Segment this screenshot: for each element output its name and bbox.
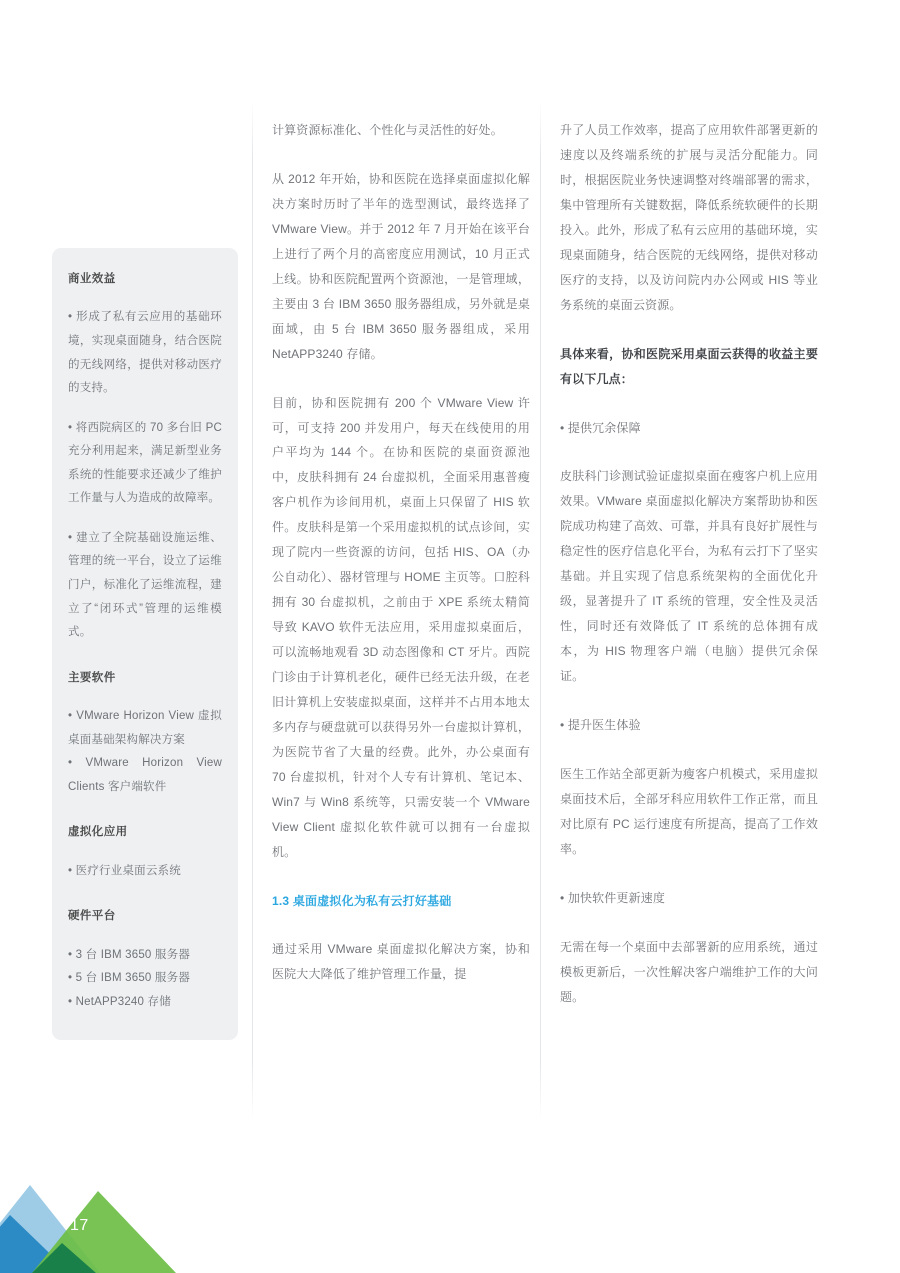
footer-decoration bbox=[0, 1163, 240, 1273]
sidebar-heading-business-benefits: 商业效益 bbox=[68, 273, 116, 285]
right-bullet-software-update: • 加快软件更新速度 bbox=[560, 890, 666, 905]
section-title-1-3: 1.3 桌面虚拟化为私有云打好基础 bbox=[272, 893, 452, 908]
sidebar-bullet-hardware-3: • NetAPP3240 存储 bbox=[68, 995, 171, 1008]
column-divider-right bbox=[540, 100, 541, 1120]
right-body-doctor-experience: 医生工作站全部更新为瘦客户机模式，采用虚拟桌面技术后，全部牙科应用软件工作正常，而且对比原有 PC 运行速度有所提高，提高了工作效率。 bbox=[560, 767, 818, 856]
right-bullet-redundancy: • 提供冗余保障 bbox=[560, 420, 641, 435]
right-text-column bbox=[560, 118, 818, 1010]
sidebar-bullet-benefit-2: • 将西院病区的 70 多台旧 PC 充分利用起来，满足新型业务系统的性能要求还减少了维护工作量与人为造成的故障率。 bbox=[68, 421, 222, 505]
right-body-redundancy: 皮肤科门诊测试验证虚拟桌面在瘦客户机上应用效果。VMware 桌面虚拟化解决方案帮助协和医院成功构建了高效、可靠，并具有良好扩展性与稳定性的医疗信息化平台，为私有云打下了坚实基础。并且实现了信息系统架构的全面优化升级，显著提升了 IT 系统的管理，安全性及灵活性，同时还有效降低了 IT 系统的总体拥有成本，为 HIS 物理客户端（电脑）提供冗余保证。 bbox=[560, 469, 818, 684]
sidebar-bullet-hardware-2: • 5 台 IBM 3650 服务器 bbox=[68, 972, 191, 985]
middle-paragraph-tail: 通过采用 VMware 桌面虚拟化解决方案，协和医院大大降低了维护管理工作量，提 bbox=[272, 941, 530, 981]
page-number: 17 bbox=[70, 1217, 89, 1234]
middle-paragraph-2: 从 2012 年开始，协和医院在选择桌面虚拟化解决方案时历时了半年的选型测试，最终选择了 VMware View。并于 2012 年 7 月开始在该平台上进行了两个月的高密度应用测试，10 月正式上线。协和医院配置两个资源池，一是管理域，主要由 3 台 IBM 3650 服务器组成，另外就是桌面域，由 5 台 IBM 3650 服务器组成，采用 NetAPP3240 存储。 bbox=[272, 171, 530, 361]
sidebar-bullet-app-1: • 医疗行业桌面云系统 bbox=[68, 864, 181, 877]
right-bullet-doctor-experience: • 提升医生体验 bbox=[560, 718, 641, 733]
footer-triangles-graphic bbox=[0, 1163, 240, 1273]
sidebar-bullet-hardware-1: • 3 台 IBM 3650 服务器 bbox=[68, 948, 191, 961]
sidebar-heading-hardware-platform: 硬件平台 bbox=[68, 910, 116, 923]
sidebar-bullet-benefit-3: • 建立了全院基础设施运维、管理的统一平台，设立了运维门户，标准化了运维流程，建立了“闭环式”管理的运维模式。 bbox=[68, 531, 222, 639]
sidebar-info-card bbox=[52, 248, 238, 1040]
right-body-software-update: 无需在每一个桌面中去部署新的应用系统，通过模板更新后，一次性解决客户端维护工作的大问题。 bbox=[560, 939, 818, 1004]
middle-text-column bbox=[272, 118, 530, 987]
middle-paragraph-3: 目前，协和医院拥有 200 个 VMware View 许可，可支持 200 并发用户，每天在线使用的用户平均为 144 个。在协和医院的桌面资源池中，皮肤科拥有 24 台虚拟机，全面采用惠普瘦客户机作为诊间用机，桌面上只保留了 HIS 软件。皮肤科是第一个采用虚拟机的试点诊间，实现了院内一些资源的访问，包括 HIS、OA（办公自动化）、器材管理与 HOME 主页等。口腔科拥有 30 台虚拟机，之前由于 XPE 系统太精简导致 KAVO 软件无法应用，采用虚拟桌面后，可以流畅地观看 3D 动态图像和 CT 牙片。西院门诊由于计算机老化，硬件已经无法升级，在老旧计算机上安装虚拟桌面，这样并不占用本地太多内存与硬盘就可以获得另外一台虚拟计算机，为医院节省了大量的经费。此外，办公桌面有 70 台虚拟机，针对个人专有计算机、笔记本、Win7 与 Win8 系统等，只需安装一个 VMware View Client 虚拟化软件就可以拥有一台虚拟机。 bbox=[272, 395, 530, 859]
sidebar-heading-main-software: 主要软件 bbox=[68, 671, 116, 684]
right-paragraph-lead: 升了人员工作效率，提高了应用软件部署更新的速度以及终端系统的扩展与灵活分配能力。同时，根据医院业务快速调整对终端部署的需求，集中管理所有关键数据，降低系统软硬件的长期投入。此外，形成了私有云应用的基础环境，实现桌面随身，结合医院的无线网络，提供对移动医疗的支持，以及访问院内办公网或 HIS 等业务系统的桌面云资源。 bbox=[560, 123, 818, 312]
column-divider-left bbox=[252, 100, 253, 1120]
sidebar-heading-virtualization-apps: 虚拟化应用 bbox=[68, 826, 128, 839]
middle-paragraph-1: 计算资源标准化、个性化与灵活性的好处。 bbox=[272, 123, 503, 137]
sidebar-bullet-software-1: • VMware Horizon View 虚拟桌面基础架构解决方案 bbox=[68, 710, 222, 746]
sidebar-bullet-benefit-1: • 形成了私有云应用的基础环境，实现桌面随身，结合医院的无线网络，提供对移动医疗的支持。 bbox=[68, 311, 222, 395]
sidebar-bullet-software-2: • VMware Horizon View Clients 客户端软件 bbox=[68, 757, 222, 793]
right-paragraph-bold-intro: 具体来看，协和医院采用桌面云获得的收益主要有以下几点： bbox=[560, 346, 818, 386]
